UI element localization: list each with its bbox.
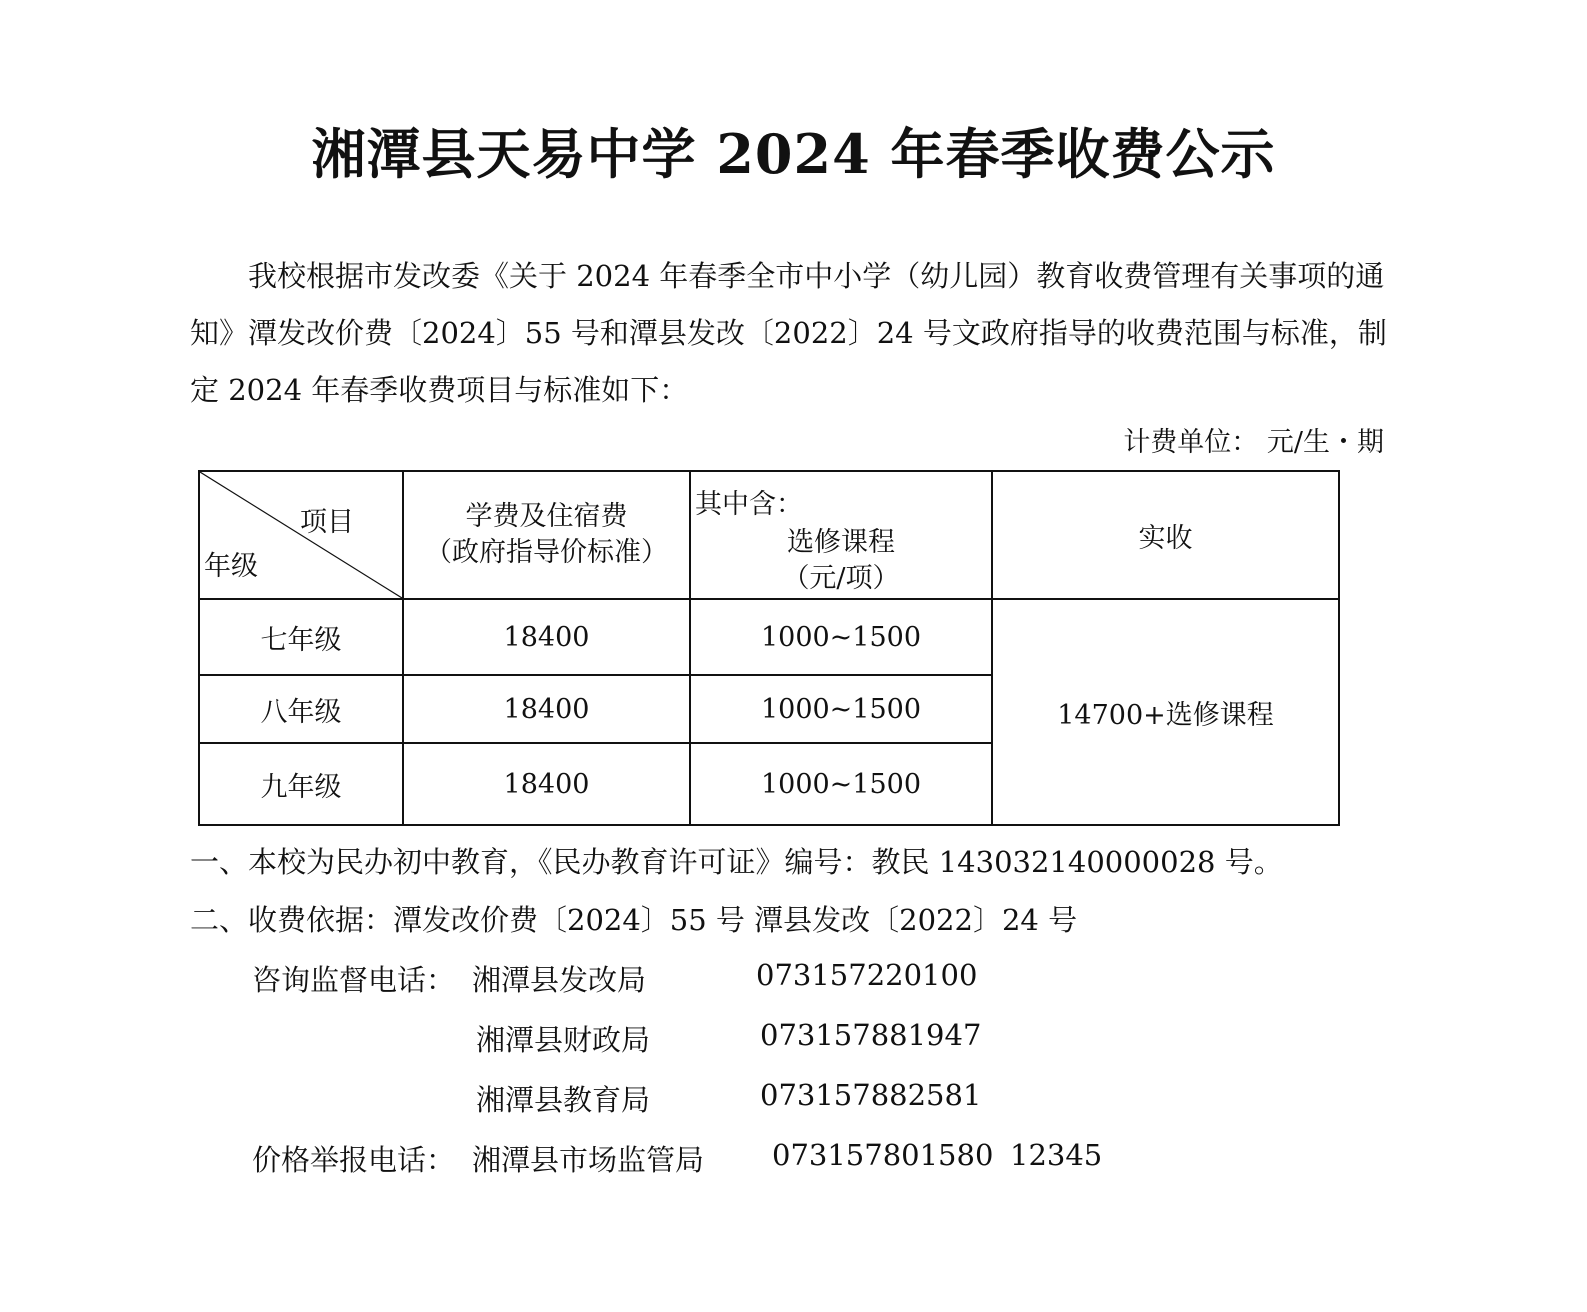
report-phone: 073157801580 — [772, 1138, 994, 1172]
grade-cell: 八年级 — [199, 675, 403, 743]
header-tuition-line1: 学费及住宿费 — [465, 501, 628, 532]
elective-cell: 1000~1500 — [690, 599, 992, 675]
actual-cell: 14700+选修课程 — [992, 599, 1339, 825]
consult-label: 咨询监督电话： — [252, 963, 456, 997]
report-hotline: 12345 — [1010, 1138, 1103, 1172]
fee-table — [198, 470, 1340, 826]
header-tuition-line2: （政府指导价标准） — [425, 537, 668, 568]
diagonal-header-cell — [199, 471, 403, 599]
table-header-row — [199, 471, 1339, 599]
header-item-label: 项目 — [300, 507, 354, 538]
consult-phone: 073157220100 — [756, 958, 978, 992]
header-actual: 实收 — [992, 471, 1339, 599]
header-tuition — [403, 471, 690, 599]
fee-cell: 18400 — [403, 743, 690, 825]
page-title: 湘潭县天易中学 2024 年春季收费公示 — [311, 122, 1276, 186]
consult-phone: 073157882581 — [760, 1078, 982, 1112]
elective-cell: 1000~1500 — [690, 743, 992, 825]
consult-org: 湘潭县教育局 — [476, 1083, 651, 1117]
fee-cell: 18400 — [403, 599, 690, 675]
consult-phone: 073157881947 — [760, 1018, 982, 1052]
grade-cell: 七年级 — [199, 599, 403, 675]
report-label: 价格举报电话： — [252, 1143, 456, 1177]
header-elective-line2: （元/项） — [782, 563, 900, 594]
consult-org: 湘潭县财政局 — [476, 1023, 651, 1057]
header-elective-prefix: 其中含： — [695, 489, 803, 520]
report-org: 湘潭县市场监管局 — [472, 1143, 705, 1177]
grade-cell: 九年级 — [199, 743, 403, 825]
fee-cell: 18400 — [403, 675, 690, 743]
elective-cell: 1000~1500 — [690, 675, 992, 743]
billing-unit: 计费单位： 元/生・期 — [1123, 427, 1384, 458]
note-license: 一、本校为民办初中教育，《民办教育许可证》编号：教民 143032140000028 号。 — [190, 845, 1283, 879]
intro-paragraph: 我校根据市发改委《关于 2024 年春季全市中小学（幼儿园）教育收费管理有关事项的通知》潭发改价费〔2024〕55 号和潭县发改〔2022〕24 号文政府指导的收费范围与标准，制定 2024 年春季收费项目与标准如下： — [190, 259, 1387, 407]
note-basis: 二、收费依据：潭发改价费〔2024〕55 号 潭县发改〔2022〕24 号 — [190, 903, 1078, 937]
header-elective — [690, 471, 992, 599]
table-row — [199, 599, 1339, 675]
header-elective-line1: 选修课程 — [787, 527, 895, 558]
consult-org: 湘潭县发改局 — [472, 963, 647, 997]
header-grade-label: 年级 — [204, 551, 258, 582]
